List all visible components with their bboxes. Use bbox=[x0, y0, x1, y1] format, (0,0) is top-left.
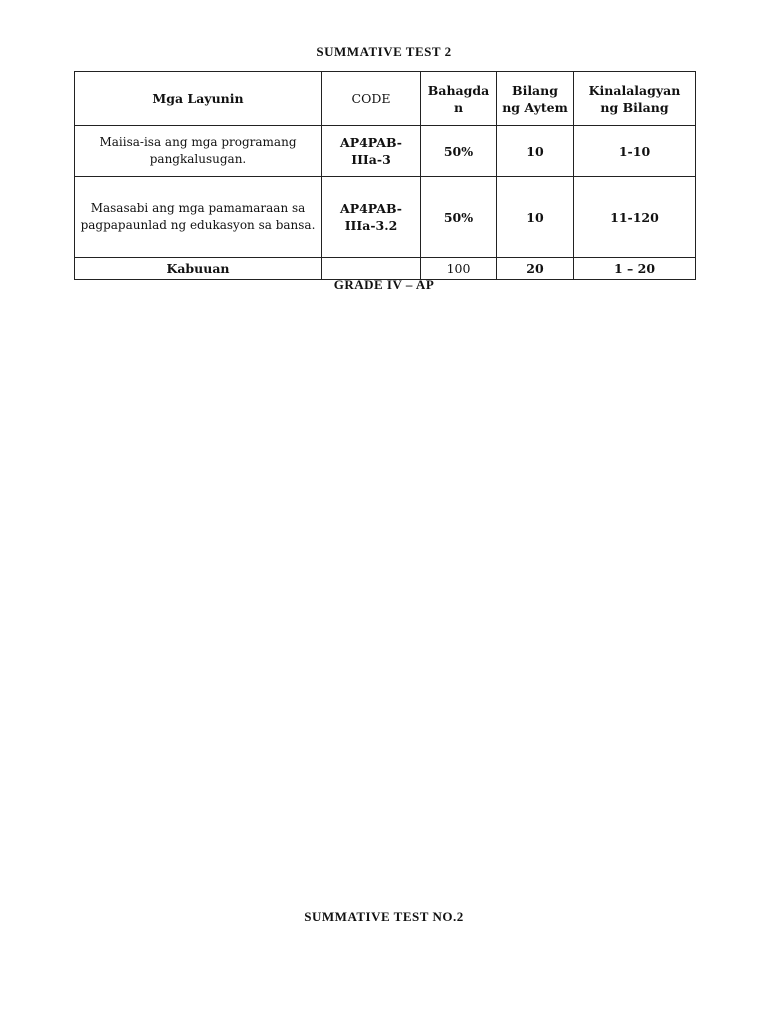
table-of-specifications bbox=[74, 71, 696, 280]
total-items: 20 bbox=[497, 258, 574, 280]
items-cell: 10 bbox=[497, 126, 574, 177]
code-cell: AP4PAB-IIIa-3 bbox=[322, 126, 421, 177]
grade-label: GRADE IV – AP bbox=[333, 277, 435, 292]
table-row bbox=[75, 126, 696, 177]
items-cell: 10 bbox=[497, 177, 574, 258]
total-placement: 1 – 20 bbox=[574, 258, 696, 280]
table-row bbox=[75, 177, 696, 258]
code-cell: AP4PAB-IIIa-3.2 bbox=[322, 177, 421, 258]
table-header-row bbox=[75, 72, 696, 126]
column-header-code: CODE bbox=[322, 72, 421, 126]
placement-cell: 1-10 bbox=[574, 126, 696, 177]
column-header-placement: Kinalalagyan ng Bilang bbox=[574, 72, 696, 126]
placement-cell: 11-120 bbox=[574, 177, 696, 258]
page-title: SUMMATIVE TEST 2 bbox=[316, 44, 452, 59]
total-percent: 100 bbox=[421, 258, 497, 280]
column-header-objectives: Mga Layunin bbox=[75, 72, 322, 126]
objective-cell: Masasabi ang mga pamamaraan sa pagpapaunlad ng edukasyon sa bansa. bbox=[75, 177, 322, 258]
percent-cell: 50% bbox=[421, 126, 497, 177]
total-label: Kabuuan bbox=[75, 258, 322, 280]
section-title: SUMMATIVE TEST NO.2 bbox=[304, 909, 464, 924]
percent-cell: 50% bbox=[421, 177, 497, 258]
objective-cell: Maiisa-isa ang mga programang pangkalusugan. bbox=[75, 126, 322, 177]
column-header-percentage: Bahagda n bbox=[421, 72, 497, 126]
column-header-item-count: Bilang ng Aytem bbox=[497, 72, 574, 126]
